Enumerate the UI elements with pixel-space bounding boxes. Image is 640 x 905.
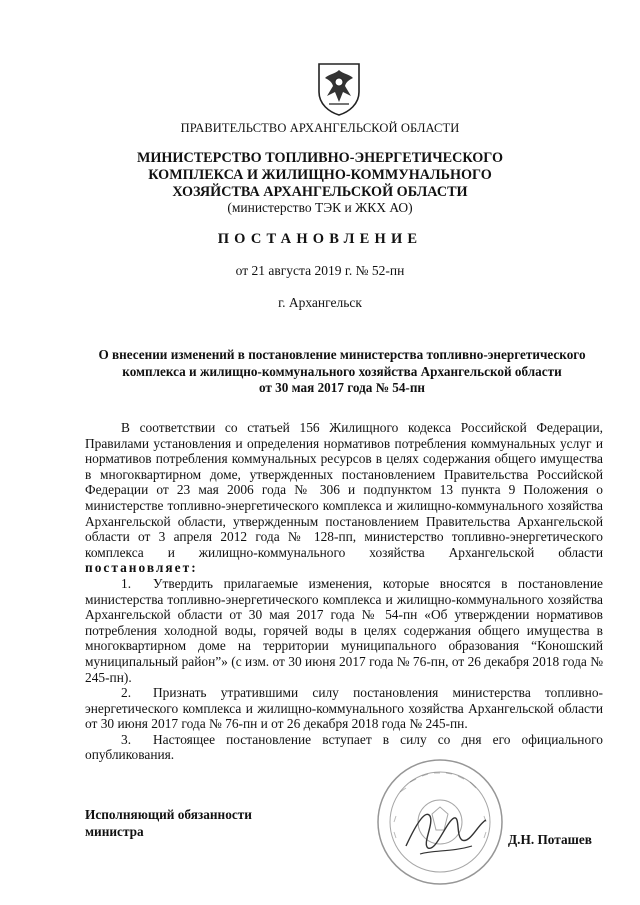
- handwritten-signature-icon: [400, 800, 490, 860]
- ministry-line: ХОЗЯЙСТВА АРХАНГЕЛЬСКОЙ ОБЛАСТИ: [172, 184, 468, 200]
- ministry-name: [120, 150, 520, 201]
- preamble-paragraph: [85, 420, 603, 576]
- item-number: 2.: [121, 685, 132, 701]
- item-text: Настоящее постановление вступает в силу со дня его официального опубликования.: [85, 731, 603, 763]
- item-text: Признать утратившими силу постановления министерства топливно-энергетического комплекса и жилищно-коммунального хозяйства Архангельской области от 30 июня 2017 года № 76-пн и от 26 декабря 2018 года № 245-пн.: [85, 685, 603, 732]
- ministry-line: МИНИСТЕРСТВО ТОПЛИВНО-ЭНЕРГЕТИЧЕСКОГО: [136, 150, 504, 166]
- signatory-name: Д.Н. Поташев: [508, 832, 592, 847]
- signatory-position: [85, 806, 252, 840]
- list-item: [85, 732, 603, 763]
- item-number: 1.: [121, 575, 132, 591]
- signatory-position-line: Исполняющий обязанности: [85, 807, 252, 822]
- subject-line: от 30 мая 2017 года № 54-пн: [258, 380, 426, 395]
- list-item: [85, 685, 603, 732]
- subject-line: О внесении изменений в постановление министерства топливно-энергетического: [98, 347, 586, 362]
- signatory-position-line: министра: [85, 824, 144, 839]
- preamble-text: В соответствии со статьей 156 Жилищного кодекса Российской Федерации, Правилами установления и определения нормативов потребления коммунальных услуг и нормативов потребления коммунальных ресурсов в целях содержания общего имущества в многоквартирном доме, утвержденных постановлением Правительства Российской Федерации от 23 мая 2006 года № 306 и подпунктом 13 пункта 9 Положения о министерстве топливно-энергетического комплекса и жилищно-коммунального хозяйства Архангельской области, утвержденным постановлением Правительства Архангельской области от 3 апреля 2012 года № 128-пп, министерство топливно-энергетического комплекса и жилищно-коммунального хозяйства Архангельской области: [85, 420, 603, 560]
- item-number: 3.: [121, 731, 132, 747]
- document-subject: [84, 347, 600, 397]
- item-text: Утвердить прилагаемые изменения, которые вносятся в постановление министерства топливно-энергетического комплекса и жилищно-коммунального хозяйства Архангельской области от 30 мая 2017 года № 54-пн «Об утверждении нормативов потребления холодной воды, горячей воды в целях содержания общего имущества в многоквартирном доме на территории муниципального образования “Коношский муниципальный район”» (с изм. от 30 июня 2017 года № 76-пн, от 26 декабря 2018 года № 245-пн).: [85, 575, 603, 685]
- list-item: [85, 576, 603, 685]
- document-date-number: от 21 августа 2019 г. № 52-пн: [235, 263, 405, 278]
- document-type: ПОСТАНОВЛЕНИЕ: [217, 231, 423, 247]
- coat-of-arms-icon: [315, 62, 363, 116]
- document-city: г. Архангельск: [278, 295, 362, 310]
- ministry-short-name: (министерство ТЭК и ЖКХ АО): [227, 200, 413, 215]
- subject-line: комплекса и жилищно-коммунального хозяйства Архангельской области: [122, 363, 562, 379]
- document-body: [85, 420, 603, 763]
- government-name: ПРАВИТЕЛЬСТВО АРХАНГЕЛЬСКОЙ ОБЛАСТИ: [180, 121, 460, 135]
- ministry-line: КОМПЛЕКСА И ЖИЛИЩНО-КОММУНАЛЬНОГО: [148, 167, 492, 183]
- decree-word: постановляет:: [85, 560, 198, 576]
